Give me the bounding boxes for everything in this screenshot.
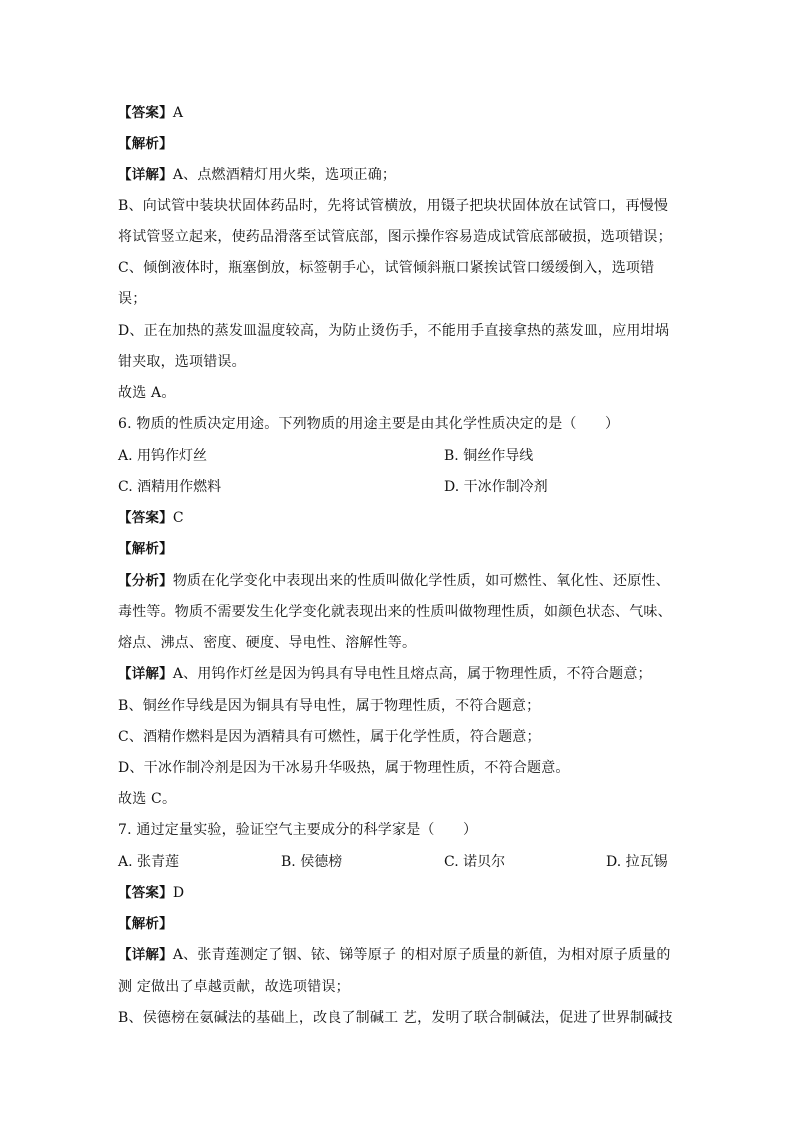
q7-answer: [118, 884, 184, 902]
q5-line: D、正在加热的蒸发皿温度较高，为防止烫伤手，不能用手直接拿热的蒸发皿，应用坩埚: [118, 323, 670, 339]
answer-value: A: [172, 105, 184, 121]
detail-tag: 【详解】: [118, 666, 173, 682]
q7-detail-line: B、侯德榜在氨碱法的基础上，改良了制碱工 艺，发明了联合制碱法，促进了世界制碱技: [118, 1010, 673, 1026]
answer-value: C: [172, 510, 184, 526]
q7-option-a: A. 张青莲: [118, 854, 180, 870]
detail-text: A、张青莲测定了铟、铱、锑等原子 的相对原子质量的新值，为相对原子质量的: [172, 947, 671, 963]
q7-option-d: D. 拉瓦锡: [606, 854, 668, 870]
q6-answer: [118, 509, 184, 527]
q6-conclusion: 故选 C。: [118, 791, 177, 807]
answer-tag: 【答案】: [118, 885, 173, 901]
q7-option-c: C. 诺贝尔: [444, 854, 506, 870]
q5-analysis-tag: 【解析】: [118, 136, 173, 152]
q7-detail-line: [118, 946, 671, 964]
q7-detail-line: 测 定做出了卓越贡献，故选项错误；: [118, 979, 350, 995]
q6-detail-line: C、酒精作燃料是因为酒精具有可燃性，属于化学性质，符合题意；: [118, 729, 541, 745]
q7-option-b: B. 侯德榜: [281, 854, 343, 870]
fenxi-text: 物质在化学变化中表现出来的性质叫做化学性质，如可燃性、氧化性、还原性、: [172, 573, 670, 589]
q6-stem: 6. 物质的性质决定用途。下列物质的用途主要是由其化学性质决定的是（ ）: [118, 416, 620, 432]
q5-line: 钳夹取，选项错误。: [118, 354, 246, 370]
q6-detail-line: D、干冰作制冷剂是因为干冰易升华吸热，属于物理性质，不符合题意。: [118, 760, 570, 776]
q6-fenxi-line: [118, 572, 670, 590]
q6-detail-line: B、铜丝作导线是因为铜具有导电性，属于物理性质，不符合题意；: [118, 698, 541, 714]
answer-tag: 【答案】: [118, 105, 173, 121]
q5-conclusion: 故选 A。: [118, 385, 176, 401]
q7-analysis-tag: 【解析】: [118, 916, 173, 932]
detail-tag: 【详解】: [118, 947, 173, 963]
q6-fenxi-line: 熔点、沸点、密度、硬度、导电性、溶解性等。: [118, 635, 417, 651]
fenxi-tag: 【分析】: [118, 573, 173, 589]
detail-text: A、用钨作灯丝是因为钨具有导电性且熔点高，属于物理性质，不符合题意；: [172, 666, 652, 682]
q6-option-a: A. 用钨作灯丝: [118, 448, 208, 464]
q6-fenxi-line: 毒性等。物质不需要发生化学变化就表现出来的性质叫做物理性质，如颜色状态、气味、: [118, 604, 672, 620]
q5-answer: [118, 104, 183, 122]
answer-value: D: [172, 885, 185, 901]
answer-tag: 【答案】: [118, 510, 173, 526]
q6-option-d: D. 干冰作制冷剂: [444, 479, 548, 495]
q6-analysis-tag: 【解析】: [118, 541, 173, 557]
detail-tag: 【详解】: [118, 167, 173, 183]
q5-detail-line: [118, 166, 396, 184]
q5-line: 将试管竖立起来，使药品滑落至试管底部，图示操作容易造成试管底部破损，选项错误；: [118, 229, 672, 245]
detail-text: A、点燃酒精灯用火柴，选项正确；: [172, 167, 397, 183]
q5-line: 误；: [118, 291, 147, 307]
q6-option-c: C. 酒精用作燃料: [118, 479, 222, 495]
q6-option-b: B. 铜丝作导线: [444, 448, 534, 464]
q6-detail-line: [118, 665, 652, 683]
q7-stem: 7. 通过定量实验，验证空气主要成分的科学家是（ ）: [118, 822, 478, 838]
q5-line: B、向试管中装块状固体药品时，先将试管横放，用镊子把块状固体放在试管口，再慢慢: [118, 198, 669, 214]
q5-line: C、倾倒液体时，瓶塞倒放，标签朝手心，试管倾斜瓶口紧挨试管口缓缓倒入，选项错: [118, 260, 655, 276]
